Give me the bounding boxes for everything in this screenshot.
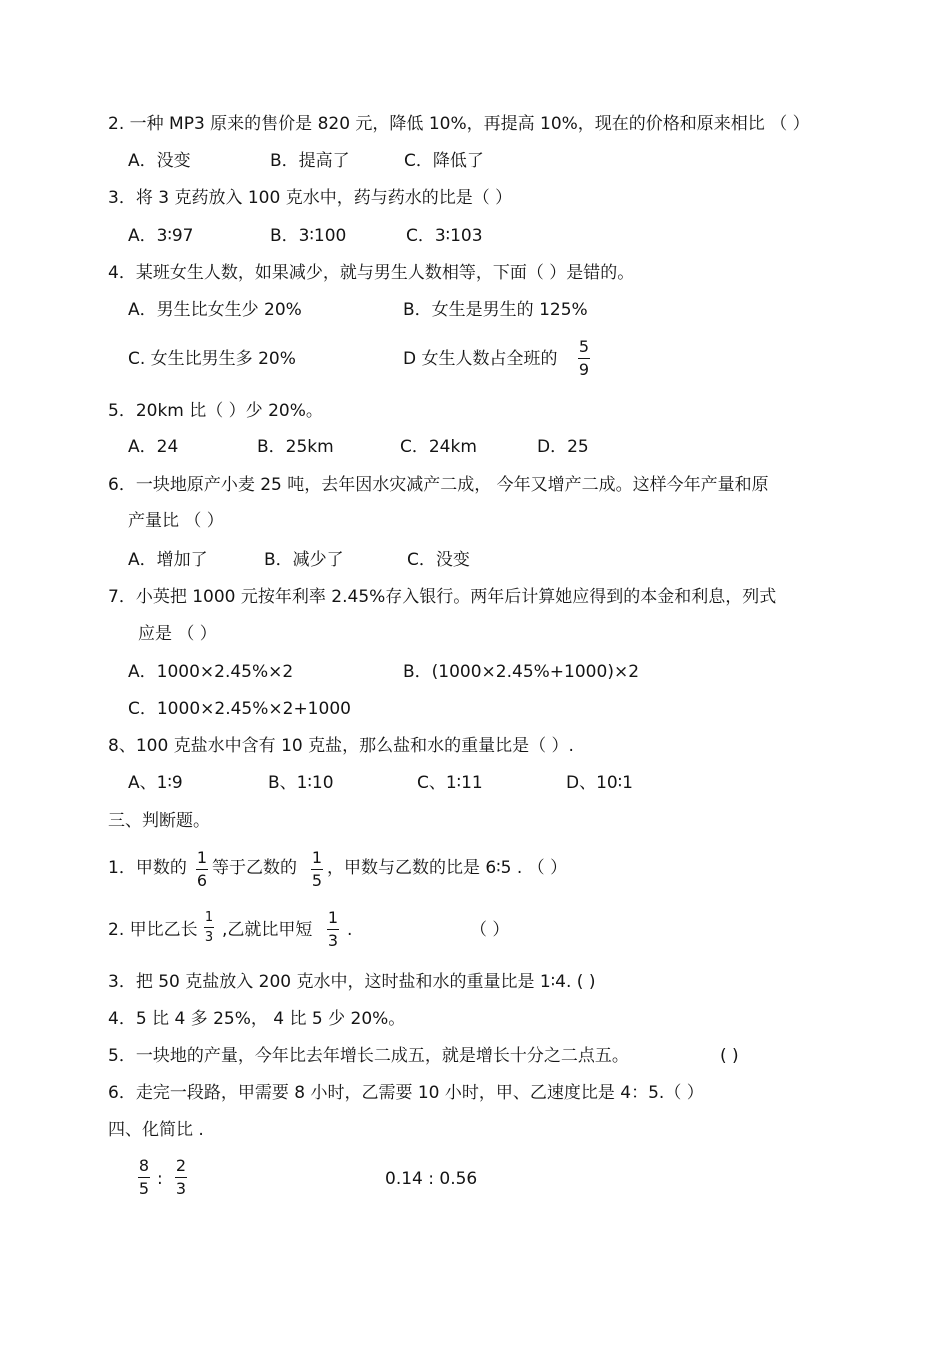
section-4-title: 四、化简比 .	[108, 1120, 204, 1140]
q6-option-c: C．没变	[407, 550, 470, 570]
q2-option-b: B．提高了	[270, 151, 350, 171]
question-3-stem: 3．将 3 克药放入 100 克水中，药与药水的比是（ ）	[108, 188, 513, 208]
fraction-numerator: 1	[196, 848, 208, 867]
q5-option-b: B．25km	[257, 437, 334, 457]
fraction-bar	[578, 358, 590, 359]
fraction-bar	[311, 869, 323, 870]
q4-option-b: B．女生是男生的 125%	[403, 300, 588, 320]
judge-1-middle: 等于乙数的	[212, 858, 297, 878]
fraction-bar	[138, 1177, 150, 1178]
q3-option-c: C．3∶103	[406, 226, 483, 246]
q8-option-b: B、1∶10	[268, 773, 334, 793]
fraction-numerator: 8	[138, 1156, 150, 1175]
simplify-1-colon: :	[157, 1169, 163, 1189]
fraction-bar	[204, 927, 214, 928]
question-7-stem-line1: 7．小英把 1000 元按年利率 2.45%存入银行。两年后计算她应得到的本金和利息，列式	[108, 587, 777, 607]
judge-1-fraction-2	[311, 849, 323, 890]
question-5-stem: 5．20km 比（ ）少 20%。	[108, 401, 323, 421]
judge-1-fraction-1	[196, 849, 208, 890]
question-4-stem: 4．某班女生人数，如果减少，就与男生人数相等，下面（ ）是错的。	[108, 263, 635, 283]
q3-option-a: A．3∶97	[128, 226, 194, 246]
question-7-stem-line2: 应是 （ ）	[138, 624, 217, 644]
judge-2-prefix: 2. 甲比乙长	[108, 920, 198, 940]
q7-option-c: C．1000×2.45%×2+1000	[128, 699, 351, 719]
q5-option-a: A．24	[128, 437, 179, 457]
fraction-bar	[175, 1177, 187, 1178]
judge-2-answer-paren: （ ）	[470, 920, 510, 940]
q6-option-b: B．减少了	[264, 550, 344, 570]
q2-option-c: C．降低了	[404, 151, 484, 171]
q7-option-b: B．(1000×2.45%+1000)×2	[403, 662, 640, 682]
q2-option-a: A．没变	[128, 151, 191, 171]
fraction-denominator: 5	[311, 871, 323, 890]
fraction-bar	[327, 929, 339, 930]
q4-option-c: C. 女生比男生多 20%	[128, 349, 296, 369]
judge-6: 6．走完一段路，甲需要 8 小时，乙需要 10 小时，甲、乙速度比是 4：5.（ ）	[108, 1083, 704, 1103]
question-2-stem: 2. 一种 MP3 原来的售价是 820 元，降低 10%，再提高 10%，现在的价格和原来相比 （ ）	[108, 114, 810, 134]
q4-fraction	[578, 338, 590, 379]
judge-2-middle: ,乙就比甲短	[222, 920, 313, 940]
q8-option-c: C、1∶11	[417, 773, 483, 793]
fraction-numerator: 2	[175, 1156, 187, 1175]
q4-option-d: D 女生人数占全班的	[403, 349, 558, 369]
fraction-denominator: 3	[327, 931, 339, 950]
fraction-numerator: 1	[327, 908, 339, 927]
simplify-1-fraction-2	[175, 1157, 187, 1198]
simplify-1-fraction-1	[138, 1157, 150, 1198]
judge-4: 4．5 比 4 多 25%， 4 比 5 少 20%。	[108, 1009, 406, 1029]
fraction-denominator: 3	[175, 1179, 187, 1198]
judge-5: 5．一块地的产量，今年比去年增长二成五，就是增长十分之二点五。	[108, 1046, 629, 1066]
fraction-numerator: 1	[311, 848, 323, 867]
question-6-stem-line1: 6．一块地原产小麦 25 吨，去年因水灾减产二成， 今年又增产二成。这样今年产量和原	[108, 475, 769, 495]
fraction-bar	[196, 869, 208, 870]
q7-option-a: A．1000×2.45%×2	[128, 662, 294, 682]
fraction-numerator: 1	[204, 910, 214, 925]
fraction-denominator: 9	[578, 360, 590, 379]
fraction-denominator: 5	[138, 1179, 150, 1198]
q3-option-b: B．3∶100	[270, 226, 347, 246]
judge-1-prefix: 1．甲数的	[108, 858, 187, 878]
judge-1-suffix: ，甲数与乙数的比是 6∶5 . （ ）	[327, 858, 568, 878]
judge-2-fraction-1	[204, 910, 214, 945]
judge-2-fraction-2	[327, 909, 339, 950]
simplify-2: 0.14 : 0.56	[385, 1169, 478, 1189]
q4-option-a: A．男生比女生少 20%	[128, 300, 302, 320]
judge-2-suffix: .	[347, 920, 353, 940]
section-3-title: 三、判断题。	[108, 811, 210, 831]
fraction-numerator: 5	[578, 337, 590, 356]
question-8-stem: 8、100 克盐水中含有 10 克盐，那么盐和水的重量比是（ ）.	[108, 736, 574, 756]
q5-option-d: D．25	[537, 437, 589, 457]
q6-option-a: A．增加了	[128, 550, 208, 570]
fraction-denominator: 6	[196, 871, 208, 890]
fraction-denominator: 3	[204, 930, 214, 945]
question-6-stem-line2: 产量比 （ ）	[128, 511, 224, 531]
judge-3: 3．把 50 克盐放入 200 克水中，这时盐和水的重量比是 1∶4. ( )	[108, 972, 596, 992]
judge-5-answer-paren: ( )	[720, 1046, 739, 1066]
q8-option-d: D、10∶1	[566, 773, 633, 793]
q8-option-a: A、1∶9	[128, 773, 183, 793]
q5-option-c: C．24km	[400, 437, 477, 457]
